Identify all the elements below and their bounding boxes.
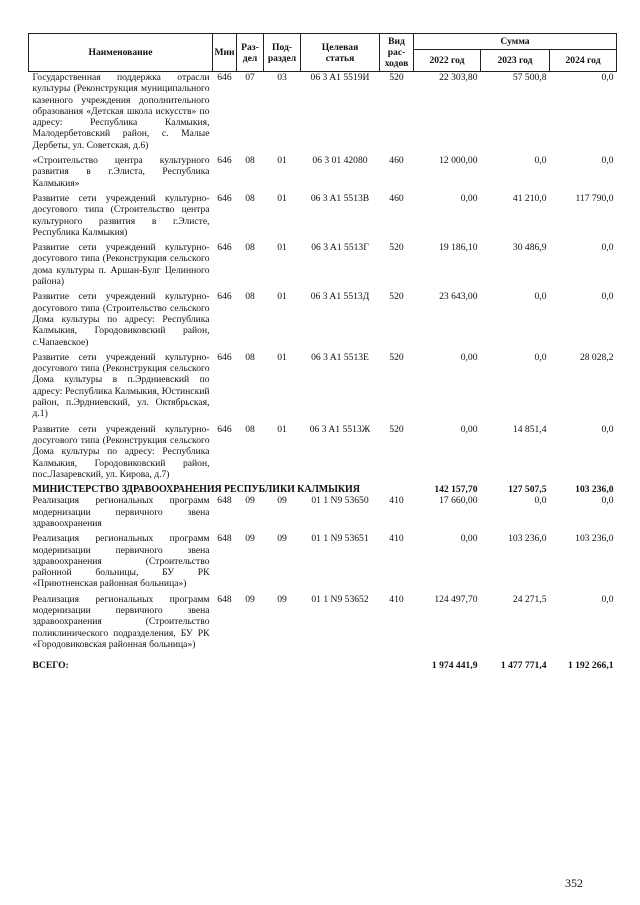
row-sum-2024: 0,0 — [601, 242, 614, 254]
col-header-name: Наименование — [29, 34, 213, 72]
row-podrazdel: 01 — [277, 291, 287, 303]
row-sum-2022: 0,00 — [460, 423, 478, 435]
row-sum-2024: 0,0 — [601, 423, 614, 435]
row-name: Развитие сети учреждений культурно-досугового типа (Строительство центра культурного развития в г.Элисте, Республика Калмыкия) — [32, 192, 210, 238]
row-min: 648 — [217, 593, 232, 605]
row-podrazdel: 01 — [277, 351, 287, 363]
row-sum-2022: 23 643,00 — [439, 291, 478, 303]
row-vid: 460 — [389, 192, 404, 204]
row-razdel: 09 — [245, 593, 255, 605]
row-target: 06 3 A1 5513Г — [311, 242, 369, 254]
row-sum-2022: 12 000,00 — [439, 155, 478, 167]
row-target: 06 3 A1 5513Д — [310, 291, 370, 303]
row-sum-2024: 103 236,0 — [575, 533, 614, 545]
row-sum-2023: 0,0 — [534, 291, 547, 303]
col-header-2022: 2022 год — [414, 50, 481, 72]
row-min: 646 — [217, 242, 232, 254]
row-sum-2023: 14 851,4 — [512, 423, 547, 435]
row-vid: 460 — [389, 155, 404, 167]
row-name: Реализация региональных программ модернизации первичного звена здравоохранения (Строительство поликлинического подразделения, БУ РК «Городовиковская районная больница») — [32, 593, 210, 650]
table-row — [29, 594, 617, 654]
row-sum-2022: 17 660,00 — [439, 495, 478, 507]
table-row — [29, 193, 617, 242]
table-row — [29, 291, 617, 351]
total-sum-2023: 1 477 771,4 — [500, 660, 547, 672]
row-min: 646 — [217, 192, 232, 204]
row-razdel: 08 — [245, 192, 255, 204]
row-sum-2022: 22 303,80 — [439, 72, 478, 83]
total-label: ВСЕГО: — [32, 660, 69, 672]
row-min: 646 — [217, 72, 232, 83]
ministry-sum-2023: 127 507,5 — [508, 484, 547, 496]
ministry-row — [29, 484, 617, 495]
row-sum-2023: 0,0 — [534, 155, 547, 167]
row-target: 01 1 N9 53651 — [311, 533, 369, 545]
row-sum-2023: 30 486,9 — [512, 242, 547, 254]
col-header-razdel: Раз- дел — [237, 34, 264, 72]
row-target: 01 1 N9 53652 — [311, 593, 369, 605]
total-row — [29, 654, 617, 671]
ministry-sum-2022: 142 157,70 — [434, 484, 478, 496]
row-sum-2022: 19 186,10 — [439, 242, 478, 254]
row-podrazdel: 03 — [277, 72, 287, 83]
row-name: Развитие сети учреждений культурно-досугового типа (Строительство сельского Дома культуры по адресу: Республика Калмыкия, Городовиковский район, с.Чапаевское) — [32, 291, 210, 348]
row-razdel: 07 — [245, 72, 255, 83]
total-sum-2022: 1 974 441,9 — [431, 660, 478, 672]
row-razdel: 08 — [245, 155, 255, 167]
row-vid: 520 — [389, 423, 404, 435]
row-sum-2023: 0,0 — [534, 495, 547, 507]
row-min: 646 — [217, 351, 232, 363]
row-vid: 520 — [389, 242, 404, 254]
row-target: 06 3 A1 5519И — [310, 72, 370, 83]
row-sum-2022: 124 497,70 — [434, 593, 478, 605]
row-name: Государственная поддержка отрасли культуры (Реконструкция муниципального казенного учреждения дополнительного образования «Детская школа искусств» по адресу: Республика Калмыкия, Малодербетовский район, с. Малые Дербеты, ул. Советская, д.6) — [32, 72, 210, 151]
row-name: Развитие сети учреждений культурно-досугового типа (Реконструкция сельского Дома культуры в п.Эрдниевский по адресу: Республика Калмыкия, Юстинский район, п.Эрдниевский, ул. Октябрьская, д.1) — [32, 351, 210, 420]
row-sum-2023: 24 271,5 — [512, 593, 547, 605]
row-sum-2024: 0,0 — [601, 155, 614, 167]
col-header-min: Мин — [213, 34, 237, 72]
page-number: 352 — [565, 876, 583, 890]
row-sum-2022: 0,00 — [460, 351, 478, 363]
table-row — [29, 242, 617, 291]
row-vid: 520 — [389, 291, 404, 303]
row-target: 06 3 A1 5513Ж — [309, 423, 371, 435]
budget-table — [28, 33, 617, 672]
row-podrazdel: 01 — [277, 423, 287, 435]
table-row — [29, 352, 617, 424]
table-body — [29, 72, 617, 672]
row-razdel: 08 — [245, 242, 255, 254]
row-min: 648 — [217, 533, 232, 545]
row-target: 06 3 A1 5513В — [310, 192, 370, 204]
table-row — [29, 533, 617, 593]
row-sum-2024: 0,0 — [601, 72, 614, 83]
row-sum-2023: 57 500,8 — [512, 72, 547, 83]
row-vid: 520 — [389, 72, 404, 83]
row-sum-2023: 0,0 — [534, 351, 547, 363]
row-razdel: 09 — [245, 495, 255, 507]
table-row — [29, 155, 617, 193]
row-razdel: 09 — [245, 533, 255, 545]
row-name: Развитие сети учреждений культурно-досугового типа (Реконструкция сельского дома культуры п. Аршан-Булг Целинного района) — [32, 242, 210, 288]
row-podrazdel: 09 — [277, 495, 287, 507]
table-row — [29, 72, 617, 156]
col-header-vid: Вид рас- ходов — [380, 34, 414, 72]
row-sum-2023: 103 236,0 — [508, 533, 547, 545]
row-min: 646 — [217, 423, 232, 435]
row-vid: 410 — [389, 533, 404, 545]
row-sum-2022: 0,00 — [460, 192, 478, 204]
row-sum-2024: 0,0 — [601, 593, 614, 605]
row-vid: 410 — [389, 495, 404, 507]
row-sum-2022: 0,00 — [460, 533, 478, 545]
col-header-podrazdel: Под- раздел — [264, 34, 301, 72]
ministry-name: МИНИСТЕРСТВО ЗДРАВООХРАНЕНИЯ РЕСПУБЛИКИ КАЛМЫКИЯ — [32, 484, 360, 496]
row-podrazdel: 01 — [277, 242, 287, 254]
row-name: «Строительство центра культурного развития в г.Элиста, Республика Калмыкия» — [32, 155, 210, 189]
total-sum-2024: 1 192 266,1 — [567, 660, 614, 672]
table-row — [29, 424, 617, 484]
row-min: 648 — [217, 495, 232, 507]
row-name: Реализация региональных программ модернизации первичного звена здравоохранения — [32, 495, 210, 529]
row-vid: 520 — [389, 351, 404, 363]
col-header-summa: Сумма — [414, 34, 617, 50]
row-target: 01 1 N9 53650 — [311, 495, 369, 507]
row-podrazdel: 01 — [277, 192, 287, 204]
row-target: 06 3 A1 5513Е — [311, 351, 369, 363]
row-sum-2023: 41 210,0 — [512, 192, 547, 204]
ministry-sum-2024: 103 236,0 — [575, 484, 614, 496]
row-target: 06 3 01 42080 — [312, 155, 368, 167]
row-podrazdel: 01 — [277, 155, 287, 167]
row-min: 646 — [217, 155, 232, 167]
row-min: 646 — [217, 291, 232, 303]
col-header-target: Целевая статья — [301, 34, 380, 72]
row-sum-2024: 0,0 — [601, 291, 614, 303]
col-header-2023: 2023 год — [481, 50, 550, 72]
row-name: Реализация региональных программ модернизации первичного звена здравоохранения (Строительство районной больницы, БУ РК «Приютненская районная больница») — [32, 533, 210, 590]
row-razdel: 08 — [245, 423, 255, 435]
table-row — [29, 495, 617, 533]
row-name: Развитие сети учреждений культурно-досугового типа (Реконструкция сельского Дома культуры по адресу: Республика Калмыкия, Городовиковский район, пос.Лазаревский, ул. Кирова, д.7) — [32, 423, 210, 480]
row-podrazdel: 09 — [277, 593, 287, 605]
row-sum-2024: 0,0 — [601, 495, 614, 507]
row-razdel: 08 — [245, 351, 255, 363]
row-vid: 410 — [389, 593, 404, 605]
row-sum-2024: 117 790,0 — [575, 192, 614, 204]
row-sum-2024: 28 028,2 — [579, 351, 614, 363]
row-razdel: 08 — [245, 291, 255, 303]
row-podrazdel: 09 — [277, 533, 287, 545]
col-header-2024: 2024 год — [550, 50, 617, 72]
